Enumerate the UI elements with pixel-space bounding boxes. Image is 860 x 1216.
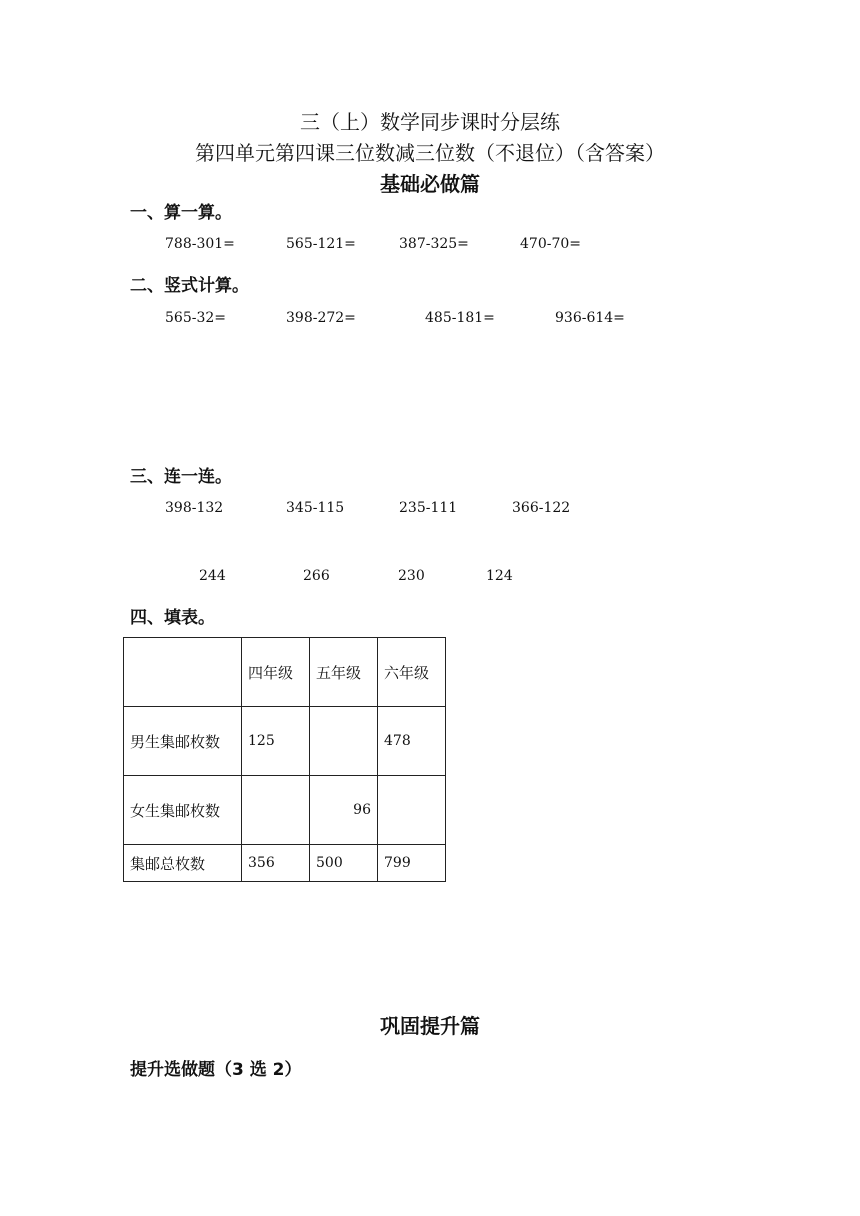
stamp-collection-table — [123, 637, 446, 882]
table-header-cell — [124, 638, 242, 707]
match-expression: 235-111 — [399, 500, 458, 516]
vertical-calc-item: 485-181= — [425, 310, 495, 326]
match-result: 230 — [398, 568, 425, 584]
table-cell — [242, 776, 310, 845]
calc-item: 470-70= — [520, 236, 581, 252]
document-subtitle: 第四单元第四课三位数减三位数（不退位）（含答案） — [195, 141, 665, 165]
table-cell — [310, 707, 378, 776]
table-header-cell: 四年级 — [242, 638, 310, 707]
match-expression: 345-115 — [286, 500, 345, 516]
calc-item: 387-325= — [399, 236, 469, 252]
table-cell: 478 — [378, 707, 446, 776]
document-title: 三（上）数学同步课时分层练 — [300, 110, 560, 134]
vertical-calc-item: 398-272= — [286, 310, 356, 326]
table-header-cell: 六年级 — [378, 638, 446, 707]
calc-item: 565-121= — [286, 236, 356, 252]
section-title-basic: 基础必做篇 — [380, 172, 480, 196]
table-row — [124, 845, 446, 882]
table-cell: 125 — [242, 707, 310, 776]
match-expression: 398-132 — [165, 500, 224, 516]
calc-item: 788-301= — [165, 236, 235, 252]
row-label: 男生集邮枚数 — [124, 707, 242, 776]
part1-heading: 一、算一算。 — [130, 203, 232, 223]
table-cell — [378, 776, 446, 845]
vertical-calc-item: 565-32= — [165, 310, 226, 326]
table-cell: 356 — [242, 845, 310, 882]
match-expression: 366-122 — [512, 500, 571, 516]
table-row — [124, 707, 446, 776]
table-cell: 500 — [310, 845, 378, 882]
table-row — [124, 776, 446, 845]
match-result: 266 — [303, 568, 330, 584]
row-label: 集邮总枚数 — [124, 845, 242, 882]
part2-heading: 二、竖式计算。 — [130, 276, 249, 296]
row-label: 女生集邮枚数 — [124, 776, 242, 845]
match-result: 124 — [486, 568, 513, 584]
table-header-row — [124, 638, 446, 707]
vertical-calc-item: 936-614= — [555, 310, 625, 326]
table-cell: 799 — [378, 845, 446, 882]
section-title-advanced: 巩固提升篇 — [380, 1014, 480, 1038]
table-cell: 96 — [310, 776, 378, 845]
table-header-cell: 五年级 — [310, 638, 378, 707]
part3-heading: 三、连一连。 — [130, 467, 232, 487]
part4-heading: 四、填表。 — [130, 608, 215, 628]
match-result: 244 — [199, 568, 226, 584]
advanced-subheading: 提升选做题（3 选 2） — [130, 1060, 302, 1080]
